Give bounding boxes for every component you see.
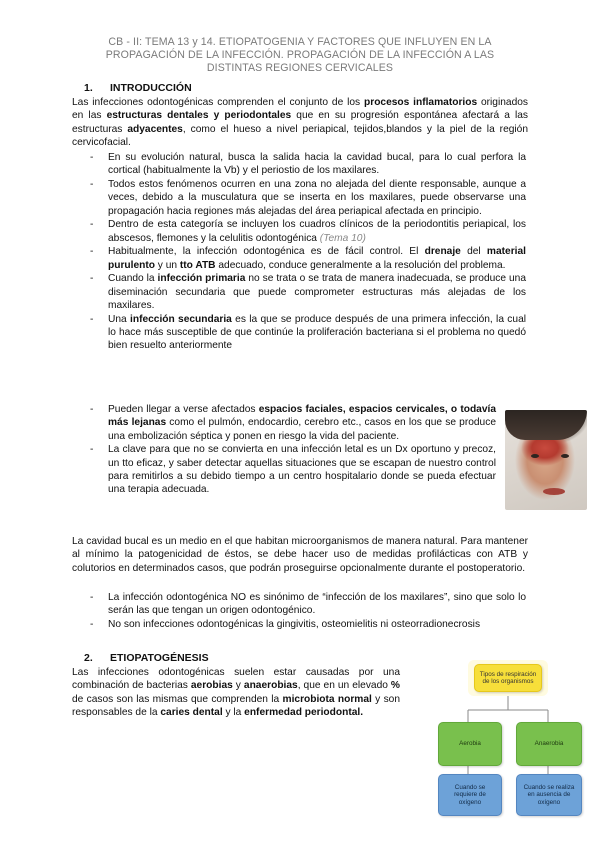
section-1-title: INTRODUCCIÓN bbox=[110, 82, 192, 94]
bold-text: infección secundaria bbox=[130, 313, 232, 325]
bullet-item bbox=[90, 218, 526, 245]
bold-text: material purulento bbox=[108, 246, 526, 271]
bullet-item bbox=[90, 443, 496, 496]
section-1-paragraph-2 bbox=[72, 535, 528, 575]
text-run: , como el hueso a nivel periapical, tejidos,blandos y la piel de la región cervicofacial. bbox=[72, 123, 528, 148]
text-run: originados en las bbox=[72, 97, 528, 122]
bullet-item bbox=[90, 245, 526, 272]
text-run: Pueden llegar a verse afectados bbox=[108, 404, 259, 415]
bullet-item bbox=[90, 178, 526, 218]
bold-text: estructuras dentales y periodontales bbox=[106, 110, 292, 122]
bold-text: adyacentes bbox=[127, 123, 183, 135]
diagram-aerobia-box bbox=[438, 722, 502, 766]
section-1-number: 1. bbox=[84, 82, 93, 94]
text-run: , que en un elevado bbox=[297, 680, 391, 692]
text-run: No son infecciones odontogénicas la gingivitis, osteomielitis ni osteorradionecrosis bbox=[108, 618, 481, 630]
text-run: Una bbox=[108, 313, 131, 325]
text-run: y bbox=[232, 680, 244, 692]
photo-eye-right bbox=[561, 454, 569, 458]
text-run: Dentro de esta categoría se incluyen los cuadros clínicos de la periodontitis periapical, los abscesos, flemones y la celulitis odontogénica bbox=[108, 219, 526, 244]
section-2-number: 2. bbox=[84, 652, 93, 664]
diagram-anaerobia-box bbox=[516, 722, 582, 766]
text-run: y son responsables de la bbox=[72, 693, 401, 718]
bold-text: microbiota normal bbox=[282, 693, 372, 705]
bold-text: % bbox=[390, 680, 400, 692]
diagram-root-label: Tipos de respiración de los organismos bbox=[479, 670, 537, 685]
section-2-title: ETIOPATOGÉNESIS bbox=[110, 652, 209, 664]
text-run: Las infecciones odontogénicas suelen estar causadas por una combinación de bacterias bbox=[72, 667, 400, 692]
text-run: es la que se produce después de una primera infección, la cual lo hace más susceptible de que continúe la proliferación bacteriana si el problema no quedó bien resuelto anteriormente bbox=[108, 313, 526, 352]
diagram-aerobia-leaf bbox=[438, 774, 502, 816]
bold-text: infección primaria bbox=[157, 273, 246, 285]
header-line-2: PROPAGACIÓN DE LA INFECCIÓN. PROPAGACIÓN DE LA INFECCIÓN A LAS bbox=[105, 49, 495, 61]
section-1-bullets-2 bbox=[90, 591, 526, 632]
bold-text: anaerobias bbox=[243, 680, 298, 692]
text-run: que en su progresión espontánea afectará a las estructuras bbox=[72, 110, 529, 135]
diagram-anaerobia-label: Anaerobia bbox=[534, 740, 564, 748]
bullet-item bbox=[90, 151, 526, 178]
text-run: Habitualmente, la infección odontogénica es de fácil control. El bbox=[108, 246, 425, 258]
patient-photo bbox=[505, 410, 587, 510]
text-run: como el pulmón, endocardio, cerebro etc., casos en los que se produce una embolización séptica y ponen en riesgo la vida del paciente. bbox=[108, 417, 496, 442]
photo-lip bbox=[543, 488, 565, 495]
text-run: La clave para que no se convierta en una infección letal es un Dx oportuno y precoz, un tto eficaz, y saber detectar aquellas situaciones que se escapan de nuestro control para remitirlos a su debido tiempo a un centro hospitalario donde se pueda efectuar una terapia adecuada. bbox=[108, 444, 496, 496]
text-run: del bbox=[460, 246, 487, 258]
bold-text: caries dental bbox=[160, 706, 223, 718]
diagram-root-box bbox=[474, 664, 542, 692]
text-run: y la bbox=[222, 706, 245, 718]
diagram-root-halo bbox=[468, 660, 548, 696]
diagram-aerobia-label: Aerobia bbox=[459, 740, 481, 748]
bullet-item bbox=[90, 591, 526, 618]
section-1-heading bbox=[84, 82, 192, 94]
text-run: La cavidad bucal es un medio en el que habitan microorganismos de manera natural. Para mantener al mínimo la patogenicidad de éstos, se debe hacer uso de medidas profilácticas con ATB y colutorios en determinados casos, que podrán proseguirse opcionalmente durante el postoperatorio. bbox=[72, 536, 528, 574]
reference-note: (Tema 10) bbox=[319, 232, 366, 244]
text-run: Las infecciones odontogénicas comprenden el conjunto de los bbox=[72, 97, 364, 108]
bullet-item bbox=[90, 272, 526, 312]
bullet-item bbox=[90, 313, 526, 353]
text-run: no se trata o se trata de manera inadecuada, se produce una diseminación secundaria que puede comprometer estructuras más alejadas de los maxilares. bbox=[108, 273, 526, 311]
header-line-1: CB - II: TEMA 13 y 14. ETIOPATOGENIA Y FACTORES QUE INFLUYEN EN LA bbox=[108, 36, 492, 48]
photo-hair bbox=[505, 410, 587, 440]
header-line-3: DISTINTAS REGIONES CERVICALES bbox=[206, 62, 394, 74]
section-2-heading bbox=[84, 652, 209, 664]
text-run: Todos estos fenómenos ocurren en una zona no alejada del diente responsable, aunque a veces, debido a la musculatura que se inserta en los maxilares, puede observarse una propagación hacia regiones más alejadas del área periapical afectada en principio. bbox=[108, 178, 526, 217]
page-header bbox=[60, 36, 540, 75]
bullet-item bbox=[90, 403, 496, 443]
section-1-intro bbox=[72, 96, 528, 149]
photo-eye-left bbox=[531, 454, 539, 458]
bold-text: tto ATB bbox=[179, 259, 216, 271]
section-2-intro bbox=[72, 666, 400, 719]
diagram-aerobia-leaf-label: Cuando se requiere de oxígeno bbox=[454, 783, 486, 806]
bold-text: espacios faciales, espacios cervicales, o todavía más lejanas bbox=[108, 404, 496, 429]
section-1-bullets bbox=[90, 151, 526, 353]
text-run: y un bbox=[154, 259, 180, 271]
text-run: En su evolución natural, busca la salida hacia la cavidad bucal, para lo cual perfora la cortical (habitualmente la Vb) y el periostio de los maxilares. bbox=[108, 152, 526, 177]
bold-text: drenaje bbox=[424, 246, 461, 258]
diagram-anaerobia-leaf-label: Cuando se realiza en ausencia de oxígeno bbox=[523, 783, 575, 806]
text-run: adecuado, conduce generalmente a la resolución del problema. bbox=[215, 259, 506, 271]
text-run: La infección odontogénica NO es sinónimo de “infección de los maxilares”, sino que solo lo serán las que tengan un origen odontogénico. bbox=[108, 592, 526, 617]
bullet-item bbox=[90, 618, 526, 631]
diagram-anaerobia-leaf bbox=[516, 774, 582, 816]
text-run: de casos son las mismas que comprenden la bbox=[72, 693, 283, 705]
text-run: Cuando la bbox=[108, 273, 158, 285]
bold-text: aerobias bbox=[190, 680, 233, 692]
bold-text: procesos inflamatorios bbox=[364, 97, 478, 108]
bold-text: enfermedad periodontal. bbox=[244, 706, 364, 718]
section-1-bullets-narrow bbox=[90, 403, 496, 497]
respiration-types-diagram bbox=[430, 660, 590, 820]
